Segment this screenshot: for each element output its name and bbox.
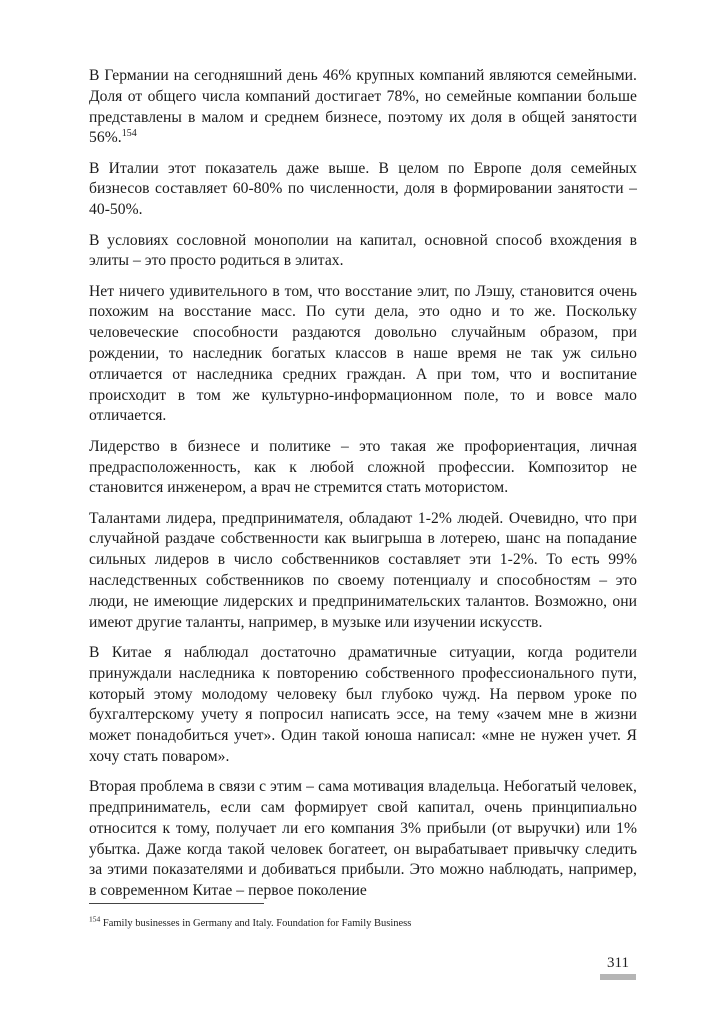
page-body — [89, 66, 637, 911]
footnote-text: Family businesses in Germany and Italy. Foundation for Family Business — [102, 918, 412, 929]
page-number: 311 — [607, 955, 629, 971]
paragraph: Нет ничего удивительного в том, что восстание элит, по Лэшу, становится очень похожим на восстание масс. По сути дела, это одно и то же. Поскольку человеческие способности раздаются довольно случайным образом, при рождении, то наследник богатых классов в наше время не так уж сильно отличается от наследника средних граждан. А при том, что и воспитание происходит в том же культурно-информационном поле, то и вовсе мало отличается. — [89, 282, 637, 425]
paragraph: В Италии этот показатель даже выше. В целом по Европе доля семейных бизнесов составляет 60-80% по численности, доля в формировании занятости – 40-50%. — [89, 159, 637, 219]
footnote-divider — [89, 903, 264, 904]
paragraph: В условиях сословной монополии на капитал, основной способ вхождения в элиты – это просто родиться в элитах. — [89, 231, 637, 270]
footnote — [89, 914, 637, 931]
paragraph: Вторая проблема в связи с этим – сама мотивация владельца. Небогатый человек, предприниматель, если сам формирует свой капитал, очень принципиально относится к тому, получает ли его компания 3% прибыли (от выручки) или 1% убытка. Даже когда такой человек богатеет, он вырабатывает привычку следить за этими показателями и добиваться прибыли. Это можно наблюдать, например, в современном Китае – первое поколение — [89, 778, 637, 900]
paragraph: Лидерство в бизнесе и политике – это такая же профориентация, личная предрасположенность, как к любой сложной профессии. Композитор не становится инженером, а врач не стремится стать мотористом. — [89, 437, 637, 497]
paragraph: В Китае я наблюдал достаточно драматичные ситуации, когда родители принуждали наследника к повторению собственного профессионального пути, который этому молодому человеку был глубоко чужд. На первом уроке по бухгалтерскому учету я попросил написать эссе, на тему «зачем мне в жизни может понадобиться учет». Один такой юноша написал: «мне не нужен учет. Я хочу стать поваром». — [89, 643, 637, 765]
paragraph: Талантами лидера, предпринимателя, обладают 1-2% людей. Очевидно, что при случайной раздаче собственности как выигрыша в лотерею, шанс на попадание сильных лидеров в число собственников составляет эти 1-2%. То есть 99% наследственных собственников по своему потенциалу и способностям – это люди, не имеющие лидерских и предпринимательских талантов. Возможно, они имеют другие таланты, например, в музыке или изучении искусств. — [89, 509, 637, 631]
footnote-reference[interactable]: 154 — [121, 128, 137, 140]
paragraph — [89, 66, 637, 149]
paragraph-text: В Германии на сегодняшний день 46% крупных компаний являются семейными. Доля от общего числа компаний достигает 78%, но семейные компании больше представлены в малом и среднем бизнесе, поэтому их доля в общей занятости 56%. — [89, 67, 637, 147]
page-number-bar — [600, 974, 636, 980]
footnote-number: 154 — [89, 914, 101, 924]
